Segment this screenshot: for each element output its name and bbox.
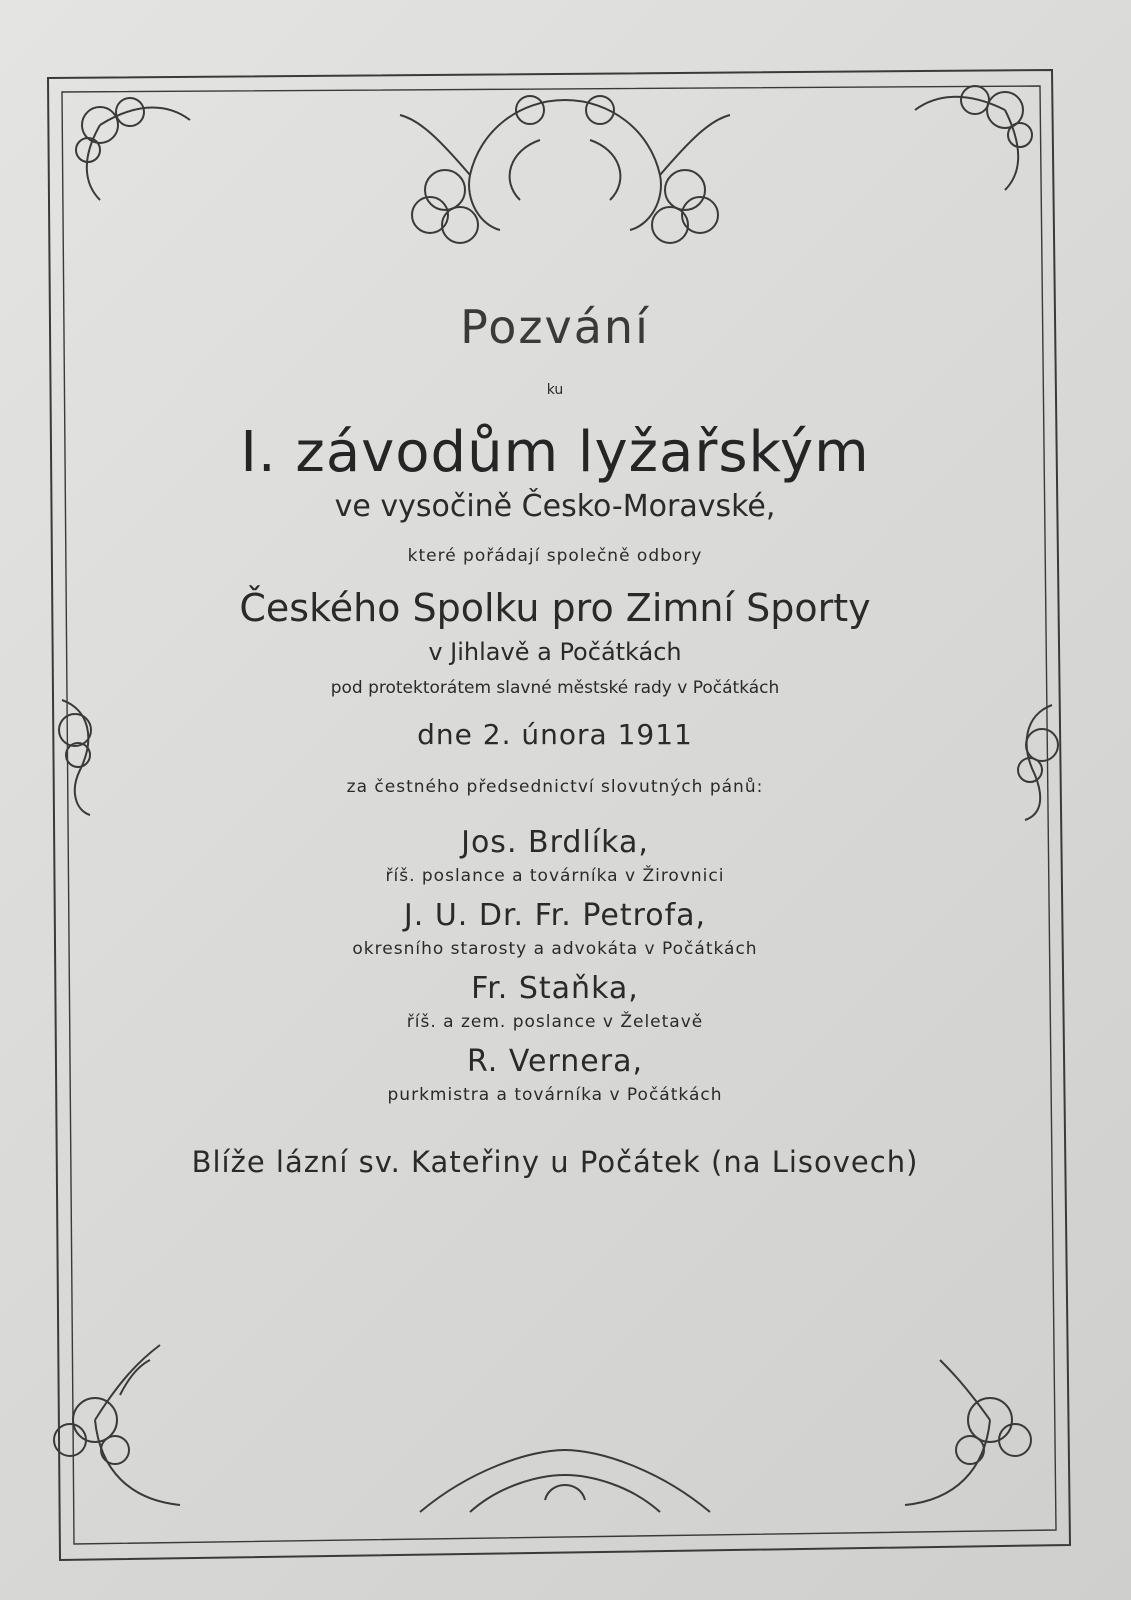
honorary-member-role: říš. a zem. poslance v Želetavě (406, 1012, 704, 1032)
event-date: dne 2. února 1911 (417, 718, 693, 751)
honorary-intro: za čestného předsednictví slovutných pánů: (346, 777, 764, 797)
invitation-text (120, 290, 990, 1179)
bottom-right-corner-ornament (905, 1360, 1031, 1505)
organizers-intro: které pořádají společně odbory (407, 546, 703, 566)
subheadline: ve vysočině Česko-Moravské, (334, 489, 776, 524)
honorary-member-name: Fr. Staňka, (471, 971, 639, 1006)
patronage: pod protektorátem slavné městské rady v Počátkách (330, 678, 780, 698)
honorary-member-name: Jos. Brdlíka, (461, 825, 649, 860)
honorary-member-role: říš. poslance a továrníka v Žirovnici (385, 866, 725, 886)
document-title: Pozvání (460, 300, 650, 354)
left-side-ornament (59, 700, 91, 815)
cities: v Jihlavě a Počátkách (428, 638, 682, 666)
honorary-member-name: R. Vernera, (466, 1044, 644, 1079)
top-flower-ornament (400, 96, 730, 243)
top-left-corner-ornament (76, 98, 190, 200)
honorary-member-role: purkmistra a továrníka v Počátkách (387, 1085, 723, 1105)
top-right-corner-ornament (915, 86, 1032, 190)
honorary-member-name: J. U. Dr. Fr. Petrofa, (403, 898, 707, 933)
club-name: Českého Spolku pro Zimní Sporty (239, 586, 871, 630)
bottom-center-ornament (420, 1450, 710, 1512)
honorary-member-role: okresního starosty a advokáta v Počátkách (352, 939, 758, 959)
headline: I. závodům lyžařským (240, 420, 870, 485)
preposition: ku (546, 382, 564, 398)
event-location: Blíže lázní sv. Kateřiny u Počátek (na Lisovech) (191, 1145, 919, 1179)
right-side-ornament (1018, 705, 1058, 820)
